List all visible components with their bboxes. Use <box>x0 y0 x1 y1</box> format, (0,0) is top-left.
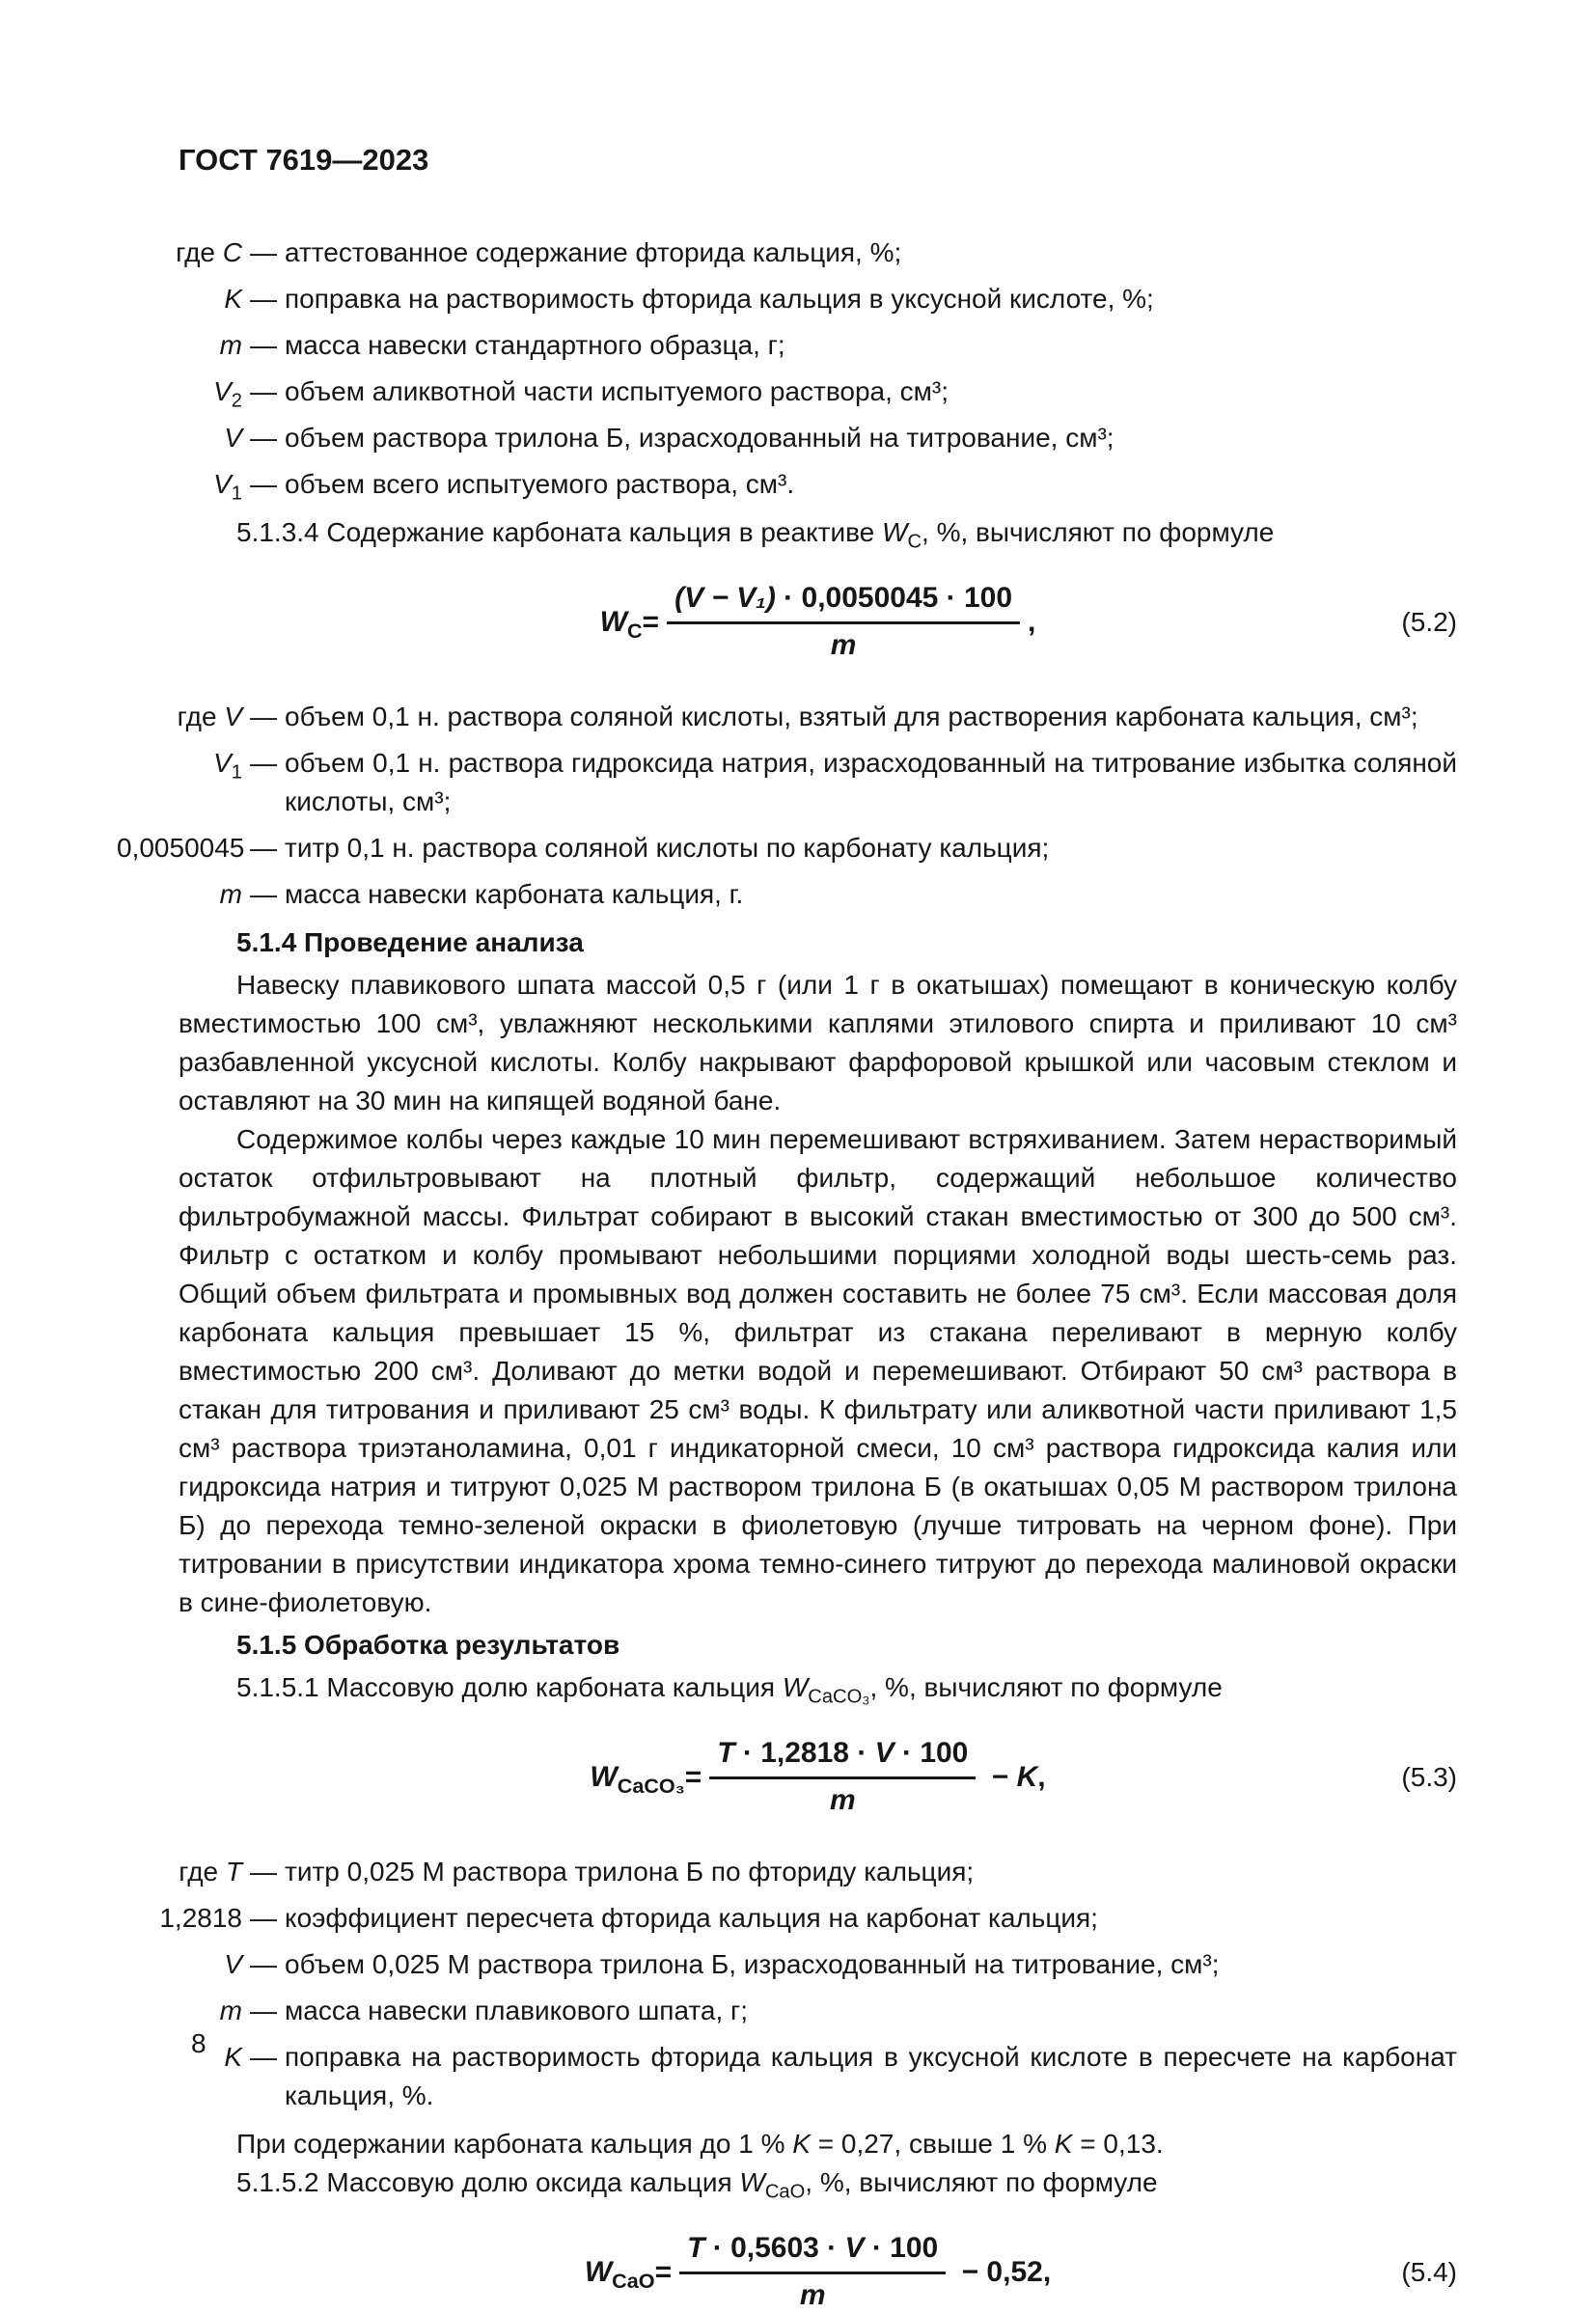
definition-list-1 <box>117 234 1457 504</box>
paragraph-5-1-3-4: 5.1.3.4 Содержание карбоната кальция в реактиве $W_C$, %, вычисляют по формуле <box>236 517 1275 553</box>
definition-description: коэффициент пересчета фторида кальция на карбонат кальция; <box>285 1903 1098 1933</box>
paragraph-5-1-5-1: 5.1.5.1 Массовую долю карбоната кальция $W_{CaCO_3}$, %, вычисляют по формуле <box>236 1672 1223 1708</box>
definition-row <box>117 698 1457 736</box>
formula-5-3 <box>179 1736 1457 1818</box>
dash: — <box>250 376 277 406</box>
definition-term: K <box>224 2042 242 2072</box>
dash: — <box>250 237 277 267</box>
definition-row <box>117 326 1457 365</box>
definition-description: масса навески карбоната кальция, г. <box>285 879 744 909</box>
definition-description: объем 0,1 н. раствора гидроксида натрия, израсходованный на титрование избытка соляной кислоты, см³; <box>285 748 1457 816</box>
paragraph-5-1-5-2: 5.1.5.2 Массовую долю оксида кальция $W_{CaO}$, %, вычисляют по формуле <box>236 2167 1158 2203</box>
dash: — <box>250 1949 277 1979</box>
definition-row <box>117 234 1457 272</box>
dash: — <box>250 1903 277 1933</box>
definition-term: где T <box>179 1857 242 1886</box>
definition-row <box>117 1945 1457 1984</box>
definition-row <box>117 829 1457 867</box>
section-heading-5-1-5: 5.1.5 Обработка результатов <box>236 1630 620 1660</box>
definition-row <box>117 1853 1457 1891</box>
definition-term: m <box>219 879 242 909</box>
definition-description: аттестованное содержание фторида кальция, %; <box>285 237 902 267</box>
definition-term: $V_2$ <box>213 376 242 412</box>
section-heading-5-1-4: 5.1.4 Проведение анализа <box>236 927 584 957</box>
definition-description: объем аликвотной части испытуемого раствора, см³; <box>285 376 949 406</box>
definition-row <box>117 280 1457 318</box>
dash: — <box>250 1857 277 1886</box>
formula-expression: $W_{CaO}$ = $\frac{T \cdot 0,5603 \cdot V \cdot 100}{m}$ − 0,52, <box>584 2232 1052 2311</box>
paragraph-analysis-1: Навеску плавикового шпата массой 0,5 г (или 1 г в окатышах) помещают в коническую колбу вместимостью 100 см³, увлажняют несколькими каплями этилового спирта и приливают 10 см³ разбавленной уксусной кислоты. Колбу накрывают фарфоровой крышкой или часовым стеклом и оставляют на 30 мин на кипящей водяной бане. <box>179 970 1457 1115</box>
definition-description: масса навески стандартного образца, г; <box>285 330 785 360</box>
page-header: ГОСТ 7619—2023 <box>179 143 429 177</box>
definition-term: где C <box>176 237 242 267</box>
definition-term: 0,0050045 <box>117 833 245 863</box>
definition-row <box>117 419 1457 457</box>
dash: — <box>250 2042 277 2072</box>
definition-row <box>117 1992 1457 2030</box>
dash: — <box>250 1996 277 2025</box>
dash: — <box>250 879 277 909</box>
definition-row <box>117 372 1457 411</box>
definition-term: m <box>219 330 242 360</box>
equation-number: (5.4) <box>1401 2256 1457 2287</box>
definition-term: V <box>224 423 242 453</box>
page-number: 8 <box>191 2028 206 2058</box>
formula-expression: $W_{CaCO_3}$ = $\frac{T \cdot 1,2818 \cdot V \cdot 100}{m}$ − K, <box>590 1737 1046 1816</box>
definition-term: 1,2818 <box>159 1903 242 1933</box>
definition-description: титр 0,025 М раствора трилона Б по фториду кальция; <box>285 1857 975 1886</box>
dash: — <box>250 702 277 731</box>
definition-term: m <box>219 1996 242 2025</box>
definition-term: $V_1$ <box>213 748 242 784</box>
dash: — <box>250 833 277 863</box>
definition-description: объем 0,1 н. раствора соляной кислоты, взятый для растворения карбоната кальция, см³; <box>285 702 1418 731</box>
dash: — <box>250 284 277 314</box>
definition-row <box>117 744 1457 821</box>
definition-description: объем всего испытуемого раствора, см³. <box>285 469 795 499</box>
paragraph-analysis-2: Содержимое колбы через каждые 10 мин перемешивают встряхиванием. Затем нерастворимый остаток отфильтровывают на плотный фильтр, содержащий небольшое количество фильтробумажной массы. Фильтрат собирают в высокий стакан вместимостью от 300 до 500 см³. Фильтр с остатком и колбу промывают небольшими порциями холодной воды шесть-семь раз. Общий объем фильтрата и промывных вод должен составить не более 75 см³. Если массовая доля карбоната кальция превышает 15 %, фильтрат из стакана переливают в мерную колбу вместимостью 200 см³. Доливают до метки водой и перемешивают. Отбирают 50 см³ раствора в стакан для титрования и приливают 25 см³ воды. К фильтрату или аликвотной части приливают 1,5 см³ раствора триэтаноламина, 0,01 г индикаторной смеси, 10 см³ раствора гидроксида калия или гидроксида натрия и титруют 0,025 М раствором трилона Б (в окатышах 0,05 М раствором трилона Б) до перехода темно-зеленой окраски в фиолетовую (лучше титровать на черном фоне). При титровании в присутствии индикатора хрома темно-синего титруют до перехода малиновой окраски в сине-фиолетовую. <box>179 1124 1457 1617</box>
definition-description: титр 0,1 н. раствора соляной кислоты по карбонату кальция; <box>285 833 1050 863</box>
formula-5-4 <box>179 2231 1457 2313</box>
formula-expression: $W_C$ = $\frac{\text{(V − V₁) · 0,0050045 · 100}}{m}$ , <box>599 582 1036 661</box>
definition-term: V <box>224 1949 242 1979</box>
definition-description: масса навески плавикового шпата, г; <box>285 1996 749 2025</box>
definition-term: $V_1$ <box>213 469 242 505</box>
definition-row <box>117 2038 1457 2115</box>
definition-row <box>117 875 1457 914</box>
paragraph-k-values: При содержании карбоната кальция до 1 % K = 0,27, свыше 1 % K = 0,13. <box>236 2129 1164 2159</box>
dash: — <box>250 330 277 360</box>
definition-row <box>117 1899 1457 1938</box>
definition-description: объем раствора трилона Б, израсходованный на титрование, см³; <box>285 423 1114 453</box>
dash: — <box>250 469 277 499</box>
definition-row <box>117 465 1457 504</box>
definition-list-3 <box>117 1853 1457 2115</box>
definition-description: объем 0,025 М раствора трилона Б, израсходованный на титрование, см³; <box>285 1949 1220 1979</box>
equation-number: (5.2) <box>1401 606 1457 637</box>
dash: — <box>250 423 277 453</box>
definition-term: K <box>224 284 242 314</box>
dash: — <box>250 748 277 778</box>
formula-5-2 <box>179 581 1457 663</box>
definition-description: поправка на растворимость фторида кальция в уксусной кислоте, %; <box>285 284 1154 314</box>
definition-term: где V <box>177 702 242 731</box>
definition-list-2 <box>117 698 1457 914</box>
definition-description: поправка на растворимость фторида кальция в уксусной кислоте в пересчете на карбонат кальция, %. <box>285 2042 1457 2110</box>
equation-number: (5.3) <box>1401 1761 1457 1792</box>
